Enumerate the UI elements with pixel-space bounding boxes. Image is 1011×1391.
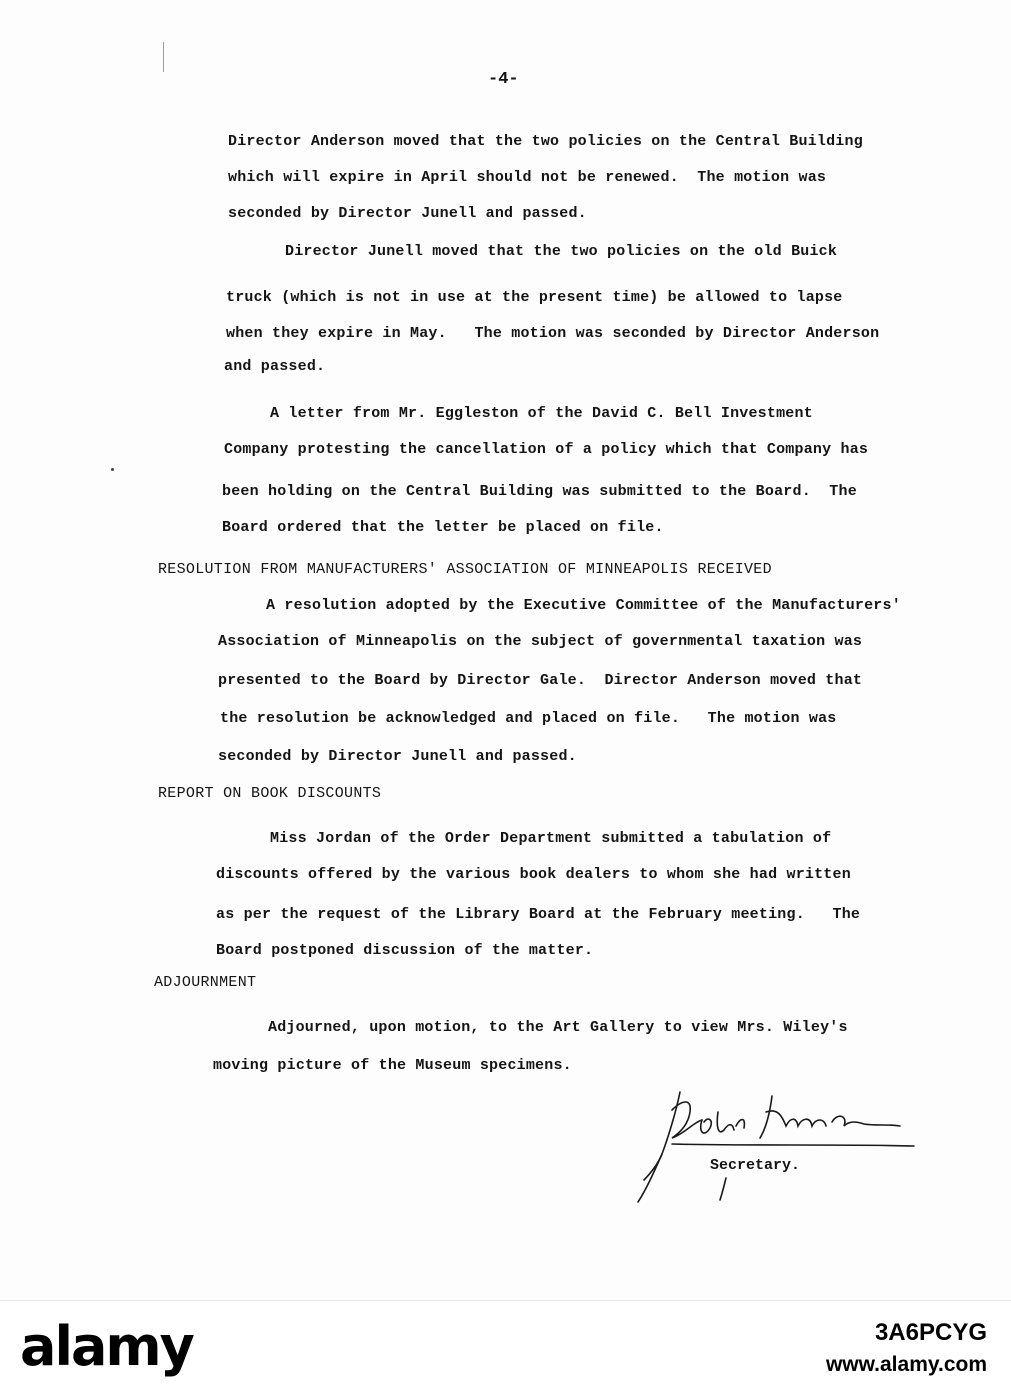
text-line: Director Junell moved that the two policies on the old Buick	[285, 243, 838, 260]
text-line: Company protesting the cancellation of a policy which that Company has	[224, 441, 869, 458]
text-line: Association of Minneapolis on the subject of governmental taxation was	[218, 633, 863, 650]
text-line: which will expire in April should not be renewed. The motion was	[228, 169, 827, 186]
text-line: as per the request of the Library Board at the February meeting. The	[216, 906, 861, 923]
text-line: A resolution adopted by the Executive Committee of the Manufacturers'	[266, 597, 901, 614]
image-id: 3A6PCYG	[874, 1319, 987, 1346]
text-line: moving picture of the Museum specimens.	[213, 1057, 572, 1074]
text-line: and passed.	[224, 358, 326, 375]
site-url: www.alamy.com	[825, 1353, 987, 1376]
text-line: Board postponed discussion of the matter.	[216, 942, 594, 959]
text-line: seconded by Director Junell and passed.	[228, 205, 587, 222]
watermark-footer	[0, 1300, 1011, 1391]
handwritten-signature	[632, 1082, 922, 1207]
image-credit	[826, 1319, 987, 1377]
text-line: discounts offered by the various book dealers to whom she had written	[216, 866, 851, 883]
page-number: -4-	[488, 70, 519, 89]
section-heading: RESOLUTION FROM MANUFACTURERS' ASSOCIATION OF MINNEAPOLIS RECEIVED	[158, 561, 772, 578]
text-line: the resolution be acknowledged and placed on file. The motion was	[220, 710, 837, 727]
text-line: Director Anderson moved that the two policies on the Central Building	[228, 133, 863, 150]
section-heading: REPORT ON BOOK DISCOUNTS	[158, 785, 382, 802]
section-heading: ADJOURNMENT	[154, 974, 257, 991]
text-line: Miss Jordan of the Order Department submitted a tabulation of	[270, 830, 832, 847]
text-line: seconded by Director Junell and passed.	[218, 748, 577, 765]
signature-title: Secretary.	[710, 1157, 801, 1174]
text-line: Adjourned, upon motion, to the Art Gallery to view Mrs. Wiley's	[268, 1019, 848, 1036]
text-line: A letter from Mr. Eggleston of the David C. Bell Investment	[270, 405, 813, 422]
text-line: been holding on the Central Building was submitted to the Board. The	[222, 483, 857, 500]
text-line: presented to the Board by Director Gale. Director Anderson moved that	[218, 672, 863, 689]
text-line: Board ordered that the letter be placed on file.	[222, 519, 664, 536]
text-line: when they expire in May. The motion was seconded by Director Anderson	[226, 325, 880, 342]
brand-logo: alamy	[20, 1315, 193, 1378]
text-line: truck (which is not in use at the present time) be allowed to lapse	[226, 289, 843, 306]
margin-mark	[163, 42, 164, 72]
stray-mark	[111, 468, 114, 471]
